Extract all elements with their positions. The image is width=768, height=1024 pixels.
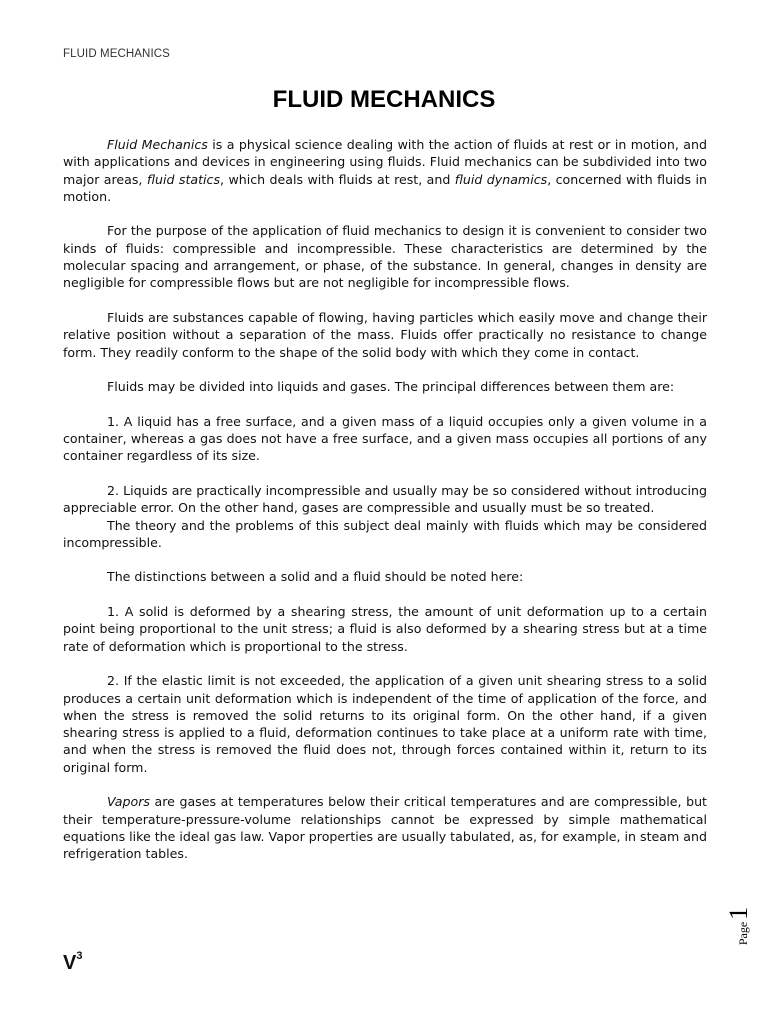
page-digit: 1 xyxy=(724,906,753,920)
paragraph-compressibility: For the purpose of the application of fluid mechanics to design it is convenient to consider two kinds of fluids: compressible and incompressible. These characteristics are determined by the molecular spacing and arrangement, or phase, of the substance. In general, changes in density are negligible for compressible flows but are not negligible for incompressible flows. xyxy=(63,223,707,291)
page-title: FLUID MECHANICS xyxy=(272,86,496,113)
paragraph-theory: The theory and the problems of this subject deal mainly with fluids which may be considered incompressible. xyxy=(63,517,707,550)
list-item-free-surface: 1. A liquid has a free surface, and a given mass of a liquid occupies only a given volume in a container, whereas a gas does not have a free surface, and a given mass occupies all portions of any container regardless of its size. xyxy=(63,413,707,464)
paragraph-intro xyxy=(63,136,707,205)
paragraph-text: is a physical science dealing with the action of fluids at rest or in motion, and with applications and devices in engineering using fluids. Fluid mechanics can be subdivided into two major areas, xyxy=(63,137,707,187)
footer-logo xyxy=(63,952,82,975)
paragraph-vapors xyxy=(63,793,707,862)
page-number xyxy=(724,902,753,950)
list-item-elastic-limit: 2. If the elastic limit is not exceeded, the application of a given unit shearing stress to a solid produces a certain unit deformation which is independent of the time of application of the force, and when the stress is removed the solid returns to its original form. On the other hand, if a given shearing stress is applied to a fluid, deformation continues to take place at a uniform rate with time, and when the stress is removed the fluid does not, through forces contained within it, return to its original form. xyxy=(63,673,707,775)
paragraph-text: are gases at temperatures below their critical temperatures and are compressible, but their temperature-pressure-volume relationships cannot be expressed by simple mathematical equations like the ideal gas law. Vapor properties are usually tabulated, as, for example, in steam and refrigeration tables. xyxy=(63,794,707,862)
paragraph-solid-fluid: The distinctions between a solid and a fluid should be noted here: xyxy=(107,569,524,585)
term-vapors: Vapors xyxy=(107,794,150,810)
term-fluid-dynamics: fluid dynamics xyxy=(454,171,548,187)
paragraph-text: , concerned with fluids in motion. xyxy=(63,171,707,204)
list-item-shearing-stress: 1. A solid is deformed by a shearing stress, the amount of unit deformation up to a certain point being proportional to the unit stress; a fluid is also deformed by a shearing stress but at a time rate of deformation which is proportional to the stress. xyxy=(63,604,707,654)
document-body xyxy=(63,136,707,880)
page-label: Page xyxy=(736,921,750,946)
logo-superscript: 3 xyxy=(76,950,83,963)
logo-letter: V xyxy=(63,952,77,974)
list-item-incompressible: 2. Liquids are practically incompressible and usually may be so considered without introducing appreciable error. On the other hand, gases are compressible and usually must be so treated. xyxy=(63,482,707,516)
paragraph-text: , which deals with fluids at rest, and xyxy=(220,171,455,187)
term-fluid-mechanics: Fluid Mechanics xyxy=(107,137,208,152)
paragraph-fluids-definition: Fluids are substances capable of flowing, having particles which easily move and change their relative position without a separation of the mass. Fluids offer practically no resistance to change form. They readily conform to the shape of the solid body with which they come in contact. xyxy=(63,309,707,360)
running-header: FLUID MECHANICS xyxy=(63,48,170,60)
paragraph-liquids-gases: Fluids may be divided into liquids and gases. The principal differences between them are: xyxy=(107,379,675,395)
term-fluid-statics: fluid statics xyxy=(146,171,221,187)
